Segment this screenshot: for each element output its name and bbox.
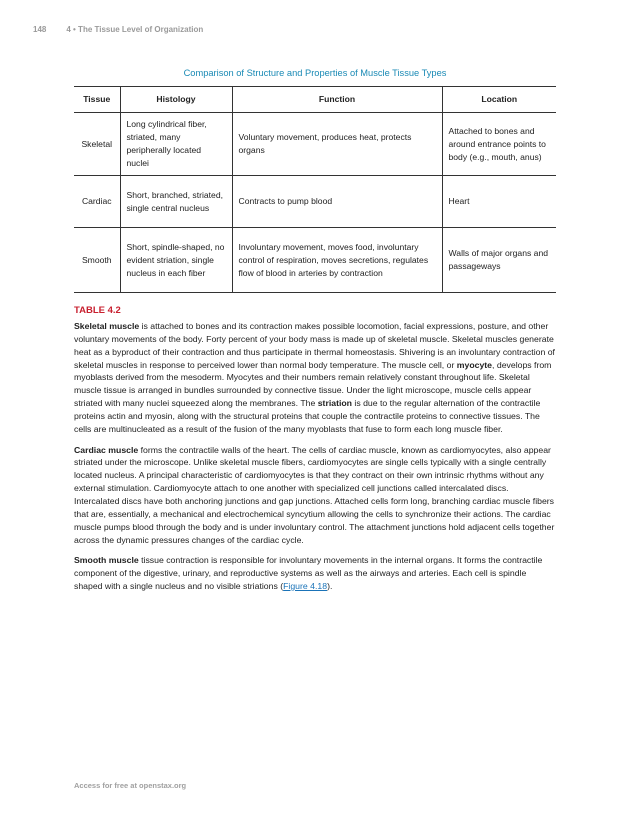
paragraph-smooth-muscle	[74, 554, 556, 593]
cell-location: Attached to bones and around entrance points to body (e.g., mouth, anus)	[442, 113, 556, 176]
key-term-smooth-muscle: Smooth muscle	[74, 555, 139, 566]
chapter-title: 4 • The Tissue Level of Organization	[66, 25, 204, 34]
paragraph-text: tissue contraction is responsible for involuntary movements in the internal organs. It forms the contractile component of the digestive, urinary, and reproductive systems as well as the airways and arteries. Each cell is spindle shaped with a single nucleus and no visible striations (	[74, 555, 543, 592]
figure-4-18-link[interactable]: Figure 4.18	[283, 581, 328, 592]
table-header-row	[74, 87, 556, 113]
cell-tissue: Smooth	[74, 228, 120, 293]
table-label: TABLE 4.2	[74, 305, 121, 316]
cell-tissue: Cardiac	[74, 176, 120, 228]
paragraph-text: ).	[327, 581, 333, 592]
column-header-location: Location	[442, 87, 556, 113]
paragraph-skeletal-muscle	[74, 320, 556, 436]
column-header-tissue: Tissue	[74, 87, 120, 113]
paragraph-text: , develops from myoblasts derived from the mesoderm. Myocytes and their numbers remain relatively constant throughout life. Skeletal muscle tissue is arranged in bundles surrounded by connective tissue. Under the light microscope, muscle cells appear striated with many nuclei squeezed along the membranes. The	[74, 359, 552, 409]
table-row	[74, 176, 556, 228]
cell-function: Contracts to pump blood	[232, 176, 442, 228]
table-title: Comparison of Structure and Properties of Muscle Tissue Types	[183, 68, 447, 78]
key-term-cardiac-muscle: Cardiac muscle	[74, 444, 139, 455]
paragraph-text: forms the contractile walls of the heart. The cells of cardiac muscle, known as cardiomyocytes, also appear striated under the microscope. Unlike skeletal muscle fibers, cardiomyocytes are single cells typically with a single centrally located nucleus. A principal characteristic of cardiomyocytes is that they contract on their own intrinsic rhythms without any external stimulation. Cardiomyocyte attach to one another with specialized cell junctions called intercalated discs. Intercalated discs have both anchoring junctions and gap junctions. Attached cells form long, branching cardiac muscle fibers that are, essentially, a mechanical and electrochemical syncytium allowing the cells to synchronize their actions. The cardiac muscle pumps blood through the body and is under involuntary control. The attachment junctions hold adjacent cells together across the dynamic pressures changes of the cardiac cycle.	[74, 444, 555, 545]
cell-histology: Short, spindle-shaped, no evident striation, single nucleus in each fiber	[120, 228, 232, 293]
footer-access-note: Access for free at openstax.org	[74, 781, 187, 790]
cell-function: Voluntary movement, produces heat, protects organs	[232, 113, 442, 176]
cell-location: Walls of major organs and passageways	[442, 228, 556, 293]
column-header-function: Function	[232, 87, 442, 113]
key-term-skeletal-muscle: Skeletal muscle	[74, 321, 140, 331]
cell-function: Involuntary movement, moves food, involuntary control of respiration, moves secretions, regulates flow of blood in arteries by contraction	[232, 228, 442, 293]
paragraph-text: is attached to bones and its contraction makes possible locomotion, facial expressions, posture, and other voluntary movements of the body. Forty percent of your body mass is made up of skeletal muscle. Skeletal muscles generate heat as a byproduct of their contraction and thus participate in thermal homeostasis. Shivering is an involuntary contraction of skeletal muscles in response to perceived lower than normal body temperature. The muscle cell, or	[74, 321, 555, 370]
cell-location: Heart	[442, 176, 556, 228]
key-term-myocyte: myocyte	[456, 359, 493, 370]
muscle-tissue-table	[74, 86, 556, 293]
running-head	[33, 25, 203, 34]
table-row	[74, 113, 556, 176]
paragraph-cardiac-muscle	[74, 444, 556, 547]
cell-histology: Short, branched, striated, single central nucleus	[120, 176, 232, 228]
table-row	[74, 228, 556, 293]
cell-tissue: Skeletal	[74, 113, 120, 176]
page-number: 148	[33, 25, 47, 34]
paragraph-text: is due to the regular alternation of the contractile proteins actin and myosin, along with the structural proteins that couple the contractile proteins to connective tissues. The cells are multinucleated as a result of the fusion of the many myoblasts that fuse to form each long muscle fiber.	[74, 398, 541, 434]
cell-histology: Long cylindrical fiber, striated, many peripherally located nuclei	[120, 113, 232, 176]
column-header-histology: Histology	[120, 87, 232, 113]
key-term-striation: striation	[317, 398, 352, 409]
body-text	[74, 320, 556, 601]
